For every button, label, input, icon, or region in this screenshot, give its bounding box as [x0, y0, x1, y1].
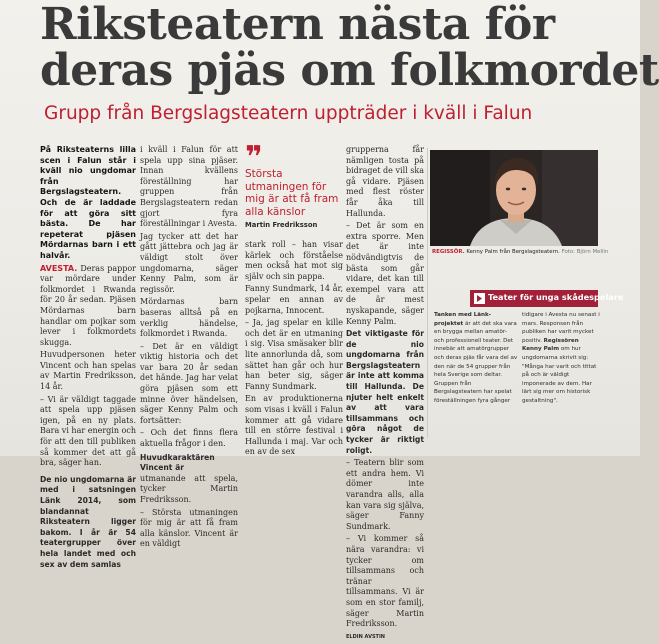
column-divider [427, 148, 428, 438]
caption-label: REGISSÖR. [432, 249, 465, 255]
subhead: Huvudkaraktären Vincent är [140, 452, 215, 473]
portrait-illustration [430, 150, 598, 246]
paragraph: AVESTA. Deras pappor var mördare under folkmordet i Rwanda för 20 år sedan. Pjäsen Mördarnas barn handlar om pojkar som lever i folkmordets skugga. [40, 263, 136, 347]
paragraph: De nio ungdomarna är med i satsningen Länk 2014, som blandannat Riksteatern ligger bakom. I år är 54 teatergrupper över hela landet med och sex av dem samlas [40, 474, 136, 569]
paragraph: – Största utmaningen för mig är att få fram alla känslor. Vincent är en väldigt [140, 507, 238, 549]
photo-caption [432, 249, 609, 255]
paragraph: grupperna får nämligen tosta på bidraget de vill ska gå vidare. Pjäsen med flest röster får åka till Hallunda. [346, 145, 424, 218]
factbox-lead: Regissören Kenny Palm [522, 337, 579, 353]
column-2 [140, 145, 238, 552]
headline-line-1: Riksteatern nästa för [40, 0, 555, 50]
subhead: Det viktigaste för de nio ungdomarna från Bergslagsteatern är inte att komma till Hallunda. De njuter helt enkelt av att vara tillsammans och göra något de tycker är riktigt roligt. [346, 329, 424, 455]
photo-portrait [430, 150, 598, 246]
paragraph: – Vi är väldigt taggade att spela upp pjäsen igen, på en ny plats. Bara vi har energin och för att den till publiken så kommer det att gå bra, säger han. [40, 394, 136, 468]
paragraph: stark roll – han visar kärlek och förståelse men också hat mot sig själv och sin pappa. [245, 240, 343, 281]
paragraph: utmanande att spela, tycker Martin Fredriksson. [140, 473, 238, 504]
photo-credit: Foto: Björn Mellin [561, 249, 609, 255]
paragraph: – Det är som en extra sporre. Men det är inte nödvändigtvis de bästa som går vidare, det kan till exempel vara att de är mest nyskapande, säger Kenny Palm. [346, 221, 424, 326]
arrow-square-icon [474, 293, 485, 304]
quote-mark-icon: ❞ [245, 140, 263, 175]
paragraph: Jag tycker att det har gått jättebra och jag är väldigt stolt över ungdomarna, säger Kenny Palm, som är regissör. [140, 231, 238, 294]
paragraph: En av produktionerna som visas i kväll i Falun kommer att gå vidare till en större festival i Hallunda i maj. Var och en av de sex [245, 394, 343, 457]
paragraph: Huvudpersonen heter Vincent och han spelas av Martin Fredriksson, 14 år. [40, 350, 136, 392]
pull-quote: Största utmaningen för mig är att få fram alla känslor [245, 168, 339, 218]
factbox-text: tidigare i Avesta nu senast i mars. Responsen från publiken har varit mycket positiv. [522, 312, 600, 344]
ingress: På Riksteaterns lilla scen i Falun står i kväll nio ungdomar från Bergslagsteatern. Och de är laddade för att göra sitt bästa. De har repeterat pjäsen Mördarnas barn i ett halvår. [40, 145, 136, 260]
paragraph: Fanny Sundmark, 14 år, spelar en annan av pojkarna, Innocent. [245, 284, 343, 315]
paragraph: – Ja, jag spelar en kille och det är en utmaning i sig. Visa smäsaker blir lite annorlunda då, som sättet han går och hur han beter sig, säger Fanny Sundmark. [245, 318, 343, 391]
pull-quote-attribution: Martin Fredriksson [245, 221, 318, 229]
headline [40, 0, 659, 96]
dateline: AVESTA. [40, 263, 78, 273]
column-1 [40, 145, 136, 572]
byline: ELDIN AVSTIN [346, 633, 385, 640]
column-3 [245, 240, 343, 460]
paragraph: – Teatern blir som ett andra hem. Vi dömer inte varandra alls, alla kan vara sig själva, säger Fanny Sundmark. [346, 458, 424, 531]
paragraph: – Det är en väldigt viktig historia och det var bara 20 år sedan det hände. Jag har velat göra pjäsen som ett minne över händelsen, säger Kenny Palm och fortsätter: [140, 341, 238, 425]
paragraph: – Och det finns flera aktuella frågor i den. [140, 428, 238, 449]
paragraph: – Vi kommer så nära varandra: vi tycker om tillsammans och tränar tillsammans. Vi är som en stor familj, säger Martin Fredriksson. [346, 534, 424, 629]
caption-text: Kenny Palm från Bergslagsteatern. [466, 249, 560, 255]
factbox-column-left [434, 311, 518, 406]
column-4 [346, 145, 424, 644]
factbox-text: är att det ska vara en brygga mellan amatör- och professionell teater. Det innebär att amatörgrupper och deras pjäs får vara del av den när de 54 grupper från hela Sverige som deltar. Gruppen från Bergslagsteatern har spelat föreställningen fyra gånger [434, 320, 518, 404]
paragraph: i kväll i Falun för att spela upp sina pjäser. Innan kvällens föreställning har gruppen från Bergslagsteatern redan gjort fyra föreställningar i Avesta. [140, 145, 238, 229]
headline-line-2: deras pjäs om folkmordet [40, 45, 659, 96]
factbox-text: om hur ungdomarna skrivit sig: "Många har varit och tittat på och är väldigt imponerade av dem. Har lärt sig mer om historisk gestaltning". [522, 346, 597, 404]
factbox-column-right [522, 311, 600, 406]
factbox-title: Teater för unga skådespelare [488, 292, 624, 302]
factbox-lead: Tanken med Länk-projektet [434, 312, 492, 327]
paragraph: Mördarnas barn baseras alltså på en verklig händelse, folkmordet i Rwanda. [140, 297, 238, 339]
subheadline: Grupp från Bergslagsteatern uppträder i kväll i Falun [44, 103, 533, 124]
